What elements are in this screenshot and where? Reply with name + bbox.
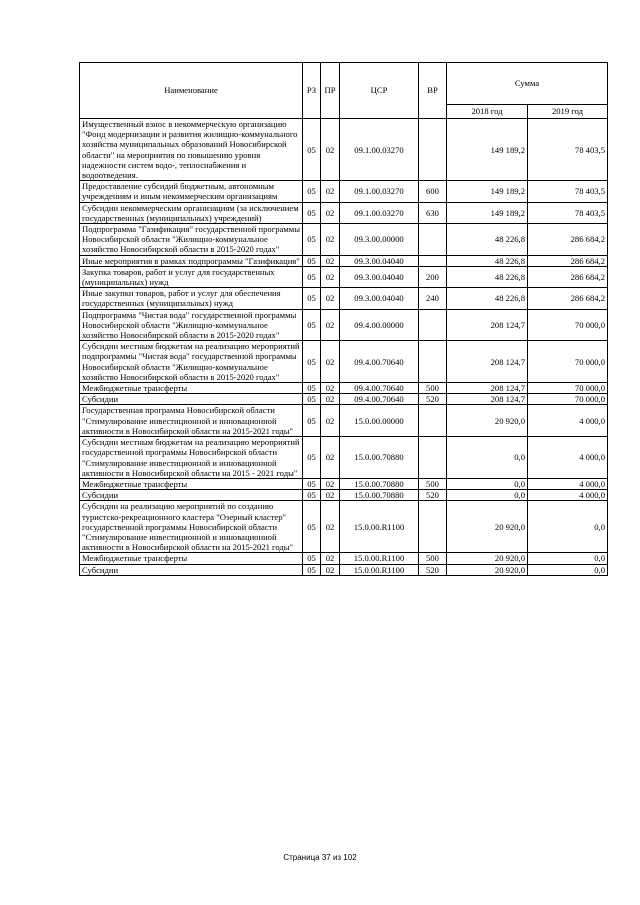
row-vr: 200 <box>419 266 447 287</box>
row-2019: 70 000,0 <box>528 394 608 405</box>
table-row <box>80 394 608 405</box>
row-pr: 02 <box>321 224 340 256</box>
row-name: Имущественный взнос в некоммерческую организацию "Фонд модернизации и развития жилищно-коммунального хозяйства муниципальных образований Новосибирской области" на мероприятия по повышению уровня надежности систем водо-, теплоснабжения и водоотведения. <box>80 119 303 181</box>
row-name: Подпрограмма "Газификация" государственной программы Новосибирской области "Жилищно-коммунальное хозяйство Новосибирской области в 2015-2020 годах" <box>80 224 303 256</box>
row-rz: 05 <box>303 394 321 405</box>
row-2019: 4 000,0 <box>528 490 608 501</box>
row-vr: 240 <box>419 288 447 309</box>
row-vr: 600 <box>419 181 447 202</box>
table-row <box>80 202 608 223</box>
row-2018: 149 189,2 <box>447 181 528 202</box>
table-row <box>80 478 608 489</box>
row-rz: 05 <box>303 119 321 181</box>
row-2018: 20 920,0 <box>447 564 528 575</box>
row-vr: 520 <box>419 394 447 405</box>
row-name: Межбюджетные трансферты <box>80 478 303 489</box>
row-rz: 05 <box>303 564 321 575</box>
table-row <box>80 181 608 202</box>
row-name: Субсидии некоммерческим организациям (за исключением государственных (муниципальных) учреждений) <box>80 202 303 223</box>
table-row <box>80 119 608 181</box>
row-2018: 20 920,0 <box>447 553 528 564</box>
row-2018: 48 226,8 <box>447 255 528 266</box>
row-pr: 02 <box>321 490 340 501</box>
row-2019: 78 403,5 <box>528 202 608 223</box>
row-rz: 05 <box>303 478 321 489</box>
row-rz: 05 <box>303 341 321 383</box>
row-csr: 09.3.00.04040 <box>340 266 419 287</box>
table-row <box>80 490 608 501</box>
header-csr: ЦСР <box>340 63 419 119</box>
row-name: Субсидии на реализацию мероприятий по созданию туристско-рекреационного кластера "Озерный кластер" государственной программы Новосибирской области "Стимулирование инвестиционной и инновационной активности в Новосибирской области на 2015-2021 годы" <box>80 501 303 553</box>
row-csr: 15.0.00.70880 <box>340 490 419 501</box>
row-name: Подпрограмма "Чистая вода" государственной программы Новосибирской области "Жилищно-коммунальное хозяйство Новосибирской области в 2015-2020 годах" <box>80 309 303 341</box>
row-pr: 02 <box>321 255 340 266</box>
row-rz: 05 <box>303 309 321 341</box>
row-pr: 02 <box>321 405 340 437</box>
row-pr: 02 <box>321 383 340 394</box>
row-csr: 09.4.00.70640 <box>340 341 419 383</box>
row-vr <box>419 437 447 479</box>
header-sum: Сумма <box>447 63 608 105</box>
row-csr: 09.1.00.03270 <box>340 181 419 202</box>
row-pr: 02 <box>321 394 340 405</box>
table-row <box>80 266 608 287</box>
table-row <box>80 564 608 575</box>
row-2019: 286 684,2 <box>528 266 608 287</box>
row-name: Субсидии <box>80 394 303 405</box>
row-2018: 149 189,2 <box>447 202 528 223</box>
table-row <box>80 341 608 383</box>
row-csr: 09.4.00.70640 <box>340 383 419 394</box>
row-2018: 0,0 <box>447 490 528 501</box>
row-pr: 02 <box>321 478 340 489</box>
header-2019: 2019 год <box>528 105 608 119</box>
budget-table <box>79 62 608 576</box>
page-number: Страница 37 из 102 <box>283 853 357 862</box>
row-2018: 208 124,7 <box>447 394 528 405</box>
table-row <box>80 288 608 309</box>
row-pr: 02 <box>321 341 340 383</box>
row-name: Иные закупки товаров, работ и услуг для обеспечения государственных (муниципальных) нужд <box>80 288 303 309</box>
table-row <box>80 255 608 266</box>
row-csr: 09.1.00.03270 <box>340 202 419 223</box>
row-2019: 286 684,2 <box>528 255 608 266</box>
row-csr: 15.0.00.70880 <box>340 437 419 479</box>
row-vr <box>419 501 447 553</box>
header-name: Наименование <box>80 63 303 119</box>
header-rz: РЗ <box>303 63 321 119</box>
header-vr: ВР <box>419 63 447 119</box>
row-2018: 0,0 <box>447 437 528 479</box>
row-2019: 4 000,0 <box>528 478 608 489</box>
row-vr <box>419 309 447 341</box>
row-pr: 02 <box>321 553 340 564</box>
row-pr: 02 <box>321 501 340 553</box>
row-2019: 4 000,0 <box>528 405 608 437</box>
row-2019: 70 000,0 <box>528 309 608 341</box>
table-body <box>80 119 608 576</box>
row-csr: 09.4.00.00000 <box>340 309 419 341</box>
row-pr: 02 <box>321 266 340 287</box>
row-name: Субсидии <box>80 564 303 575</box>
table-row <box>80 405 608 437</box>
row-rz: 05 <box>303 501 321 553</box>
row-vr <box>419 405 447 437</box>
row-rz: 05 <box>303 255 321 266</box>
row-csr: 15.0.00.00000 <box>340 405 419 437</box>
row-rz: 05 <box>303 383 321 394</box>
row-vr <box>419 119 447 181</box>
row-2019: 4 000,0 <box>528 437 608 479</box>
row-pr: 02 <box>321 202 340 223</box>
row-rz: 05 <box>303 490 321 501</box>
row-2018: 208 124,7 <box>447 341 528 383</box>
row-2019: 0,0 <box>528 501 608 553</box>
row-rz: 05 <box>303 553 321 564</box>
row-2019: 286 684,2 <box>528 288 608 309</box>
row-rz: 05 <box>303 266 321 287</box>
row-vr: 500 <box>419 478 447 489</box>
row-2018: 48 226,8 <box>447 266 528 287</box>
row-rz: 05 <box>303 288 321 309</box>
header-pr: ПР <box>321 63 340 119</box>
row-2019: 70 000,0 <box>528 383 608 394</box>
row-vr <box>419 255 447 266</box>
row-vr <box>419 224 447 256</box>
row-pr: 02 <box>321 309 340 341</box>
row-rz: 05 <box>303 202 321 223</box>
row-2018: 20 920,0 <box>447 501 528 553</box>
row-2018: 20 920,0 <box>447 405 528 437</box>
row-2019: 78 403,5 <box>528 119 608 181</box>
table-row <box>80 309 608 341</box>
row-name: Закупка товаров, работ и услуг для государственных (муниципальных) нужд <box>80 266 303 287</box>
row-csr: 09.4.00.70640 <box>340 394 419 405</box>
table-row <box>80 437 608 479</box>
table-row <box>80 501 608 553</box>
row-vr: 520 <box>419 490 447 501</box>
row-pr: 02 <box>321 181 340 202</box>
row-vr: 500 <box>419 383 447 394</box>
row-name: Субсидии <box>80 490 303 501</box>
row-csr: 09.3.00.04040 <box>340 255 419 266</box>
row-2018: 149 189,2 <box>447 119 528 181</box>
row-2018: 0,0 <box>447 478 528 489</box>
row-pr: 02 <box>321 437 340 479</box>
row-name: Межбюджетные трансферты <box>80 553 303 564</box>
row-name: Предоставление субсидий бюджетным, автономным учреждениям и иным некоммерческим организациям <box>80 181 303 202</box>
table-row <box>80 383 608 394</box>
header-2018: 2018 год <box>447 105 528 119</box>
row-2019: 70 000,0 <box>528 341 608 383</box>
row-name: Государственная программа Новосибирской области "Стимулирование инвестиционной и инновационной активности в Новосибирской области на 2015-2021 годы" <box>80 405 303 437</box>
row-pr: 02 <box>321 119 340 181</box>
row-name: Межбюджетные трансферты <box>80 383 303 394</box>
row-csr: 15.0.00.R1100 <box>340 501 419 553</box>
row-rz: 05 <box>303 437 321 479</box>
row-2018: 208 124,7 <box>447 383 528 394</box>
row-csr: 15.0.00.R1100 <box>340 564 419 575</box>
row-2018: 48 226,8 <box>447 288 528 309</box>
row-rz: 05 <box>303 224 321 256</box>
table-row <box>80 224 608 256</box>
row-rz: 05 <box>303 181 321 202</box>
row-name: Субсидии местным бюджетам на реализацию мероприятий государственной программы Новосибирской области "Стимулирование инвестиционной и инновационной активности в Новосибирской области на 2015 - 2021 годы" <box>80 437 303 479</box>
row-vr <box>419 341 447 383</box>
row-2018: 208 124,7 <box>447 309 528 341</box>
row-vr: 630 <box>419 202 447 223</box>
row-csr: 09.3.00.04040 <box>340 288 419 309</box>
row-pr: 02 <box>321 564 340 575</box>
row-2019: 0,0 <box>528 553 608 564</box>
row-2018: 48 226,8 <box>447 224 528 256</box>
row-csr: 09.3.00.00000 <box>340 224 419 256</box>
row-rz: 05 <box>303 405 321 437</box>
row-2019: 0,0 <box>528 564 608 575</box>
row-csr: 09.1.00.03270 <box>340 119 419 181</box>
table-row <box>80 553 608 564</box>
row-name: Субсидии местным бюджетам на реализацию мероприятий подпрограммы "Чистая вода" государственной программы Новосибирской области "Жилищно-коммунальное хозяйство Новосибирской области в 2015-2020 годах" <box>80 341 303 383</box>
row-2019: 286 684,2 <box>528 224 608 256</box>
row-csr: 15.0.00.R1100 <box>340 553 419 564</box>
row-name: Иные мероприятия в рамках подпрограммы "Газификация" <box>80 255 303 266</box>
row-csr: 15.0.00.70880 <box>340 478 419 489</box>
row-pr: 02 <box>321 288 340 309</box>
row-vr: 520 <box>419 564 447 575</box>
row-2019: 78 403,5 <box>528 181 608 202</box>
row-vr: 500 <box>419 553 447 564</box>
